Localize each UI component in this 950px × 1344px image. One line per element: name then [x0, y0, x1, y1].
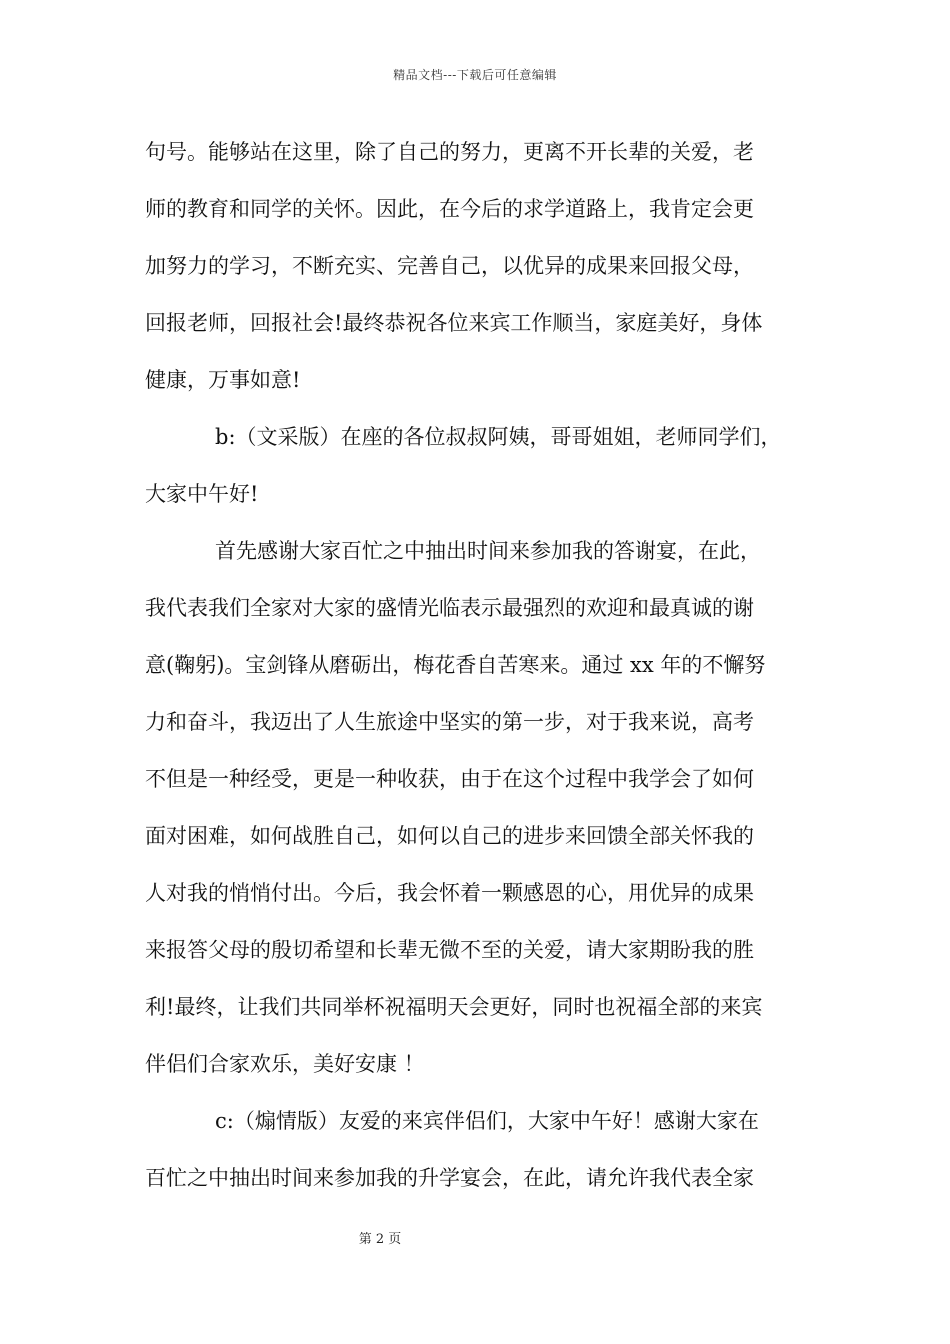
text-line: 大家中午好!: [145, 482, 259, 506]
text-line: 人对我的悄悄付出。今后，我会怀着一颗感恩的心，用优异的成果: [145, 881, 754, 905]
text-line: 来报答父母的殷切希望和长辈无微不至的关爱，请大家期盼我的胜: [145, 938, 754, 962]
text-line: 伴侣们合家欢乐，美好安康 ！: [145, 1052, 425, 1076]
text-line: 首先感谢大家百忙之中抽出时间来参加我的答谢宴，在此，: [215, 539, 761, 563]
document-body: [145, 124, 810, 1207]
text-line: 不但是一种经受，更是一种收获，由于在这个过程中我学会了如何: [145, 767, 754, 791]
text-line: 句号。能够站在这里，除了自己的努力，更离不开长辈的关爱，老: [145, 140, 754, 164]
text-line: 我代表我们全家对大家的盛情光临表示最强烈的欢迎和最真诚的谢: [145, 596, 754, 620]
text-line: c:（煽情版）友爱的来宾伴侣们，大家中午好！感谢大家在: [215, 1109, 759, 1133]
text-line: 加努力的学习，不断充实、完善自己，以优异的成果来回报父母，: [145, 254, 754, 278]
text-line: 健康，万事如意!: [145, 368, 301, 392]
text-line: 利!最终，让我们共同举杯祝福明天会更好，同时也祝福全部的来宾: [145, 995, 763, 1019]
page-header: 精品文档---下载后可任意编辑: [393, 68, 557, 82]
text-line: 面对困难，如何战胜自己，如何以自己的进步来回馈全部关怀我的: [145, 824, 754, 848]
text-line: 力和奋斗，我迈出了人生旅途中坚实的第一步，对于我来说，高考: [145, 710, 754, 734]
text-line: 百忙之中抽出时间来参加我的升学宴会，在此，请允许我代表全家: [145, 1166, 754, 1190]
text-line: b:（文采版）在座的各位叔叔阿姨，哥哥姐姐，老师同学们，: [215, 425, 782, 449]
page-number: 第 2 页: [358, 1232, 402, 1247]
text-line: 回报老师，回报社会!最终恭祝各位来宾工作顺当，家庭美好，身体: [145, 311, 763, 335]
text-line: 师的教育和同学的关怀。因此，在今后的求学道路上，我肯定会更: [145, 197, 754, 221]
text-line: 意(鞠躬)。宝剑锋从磨砺出，梅花香自苦寒来。通过 xx 年的不懈努: [145, 653, 766, 677]
